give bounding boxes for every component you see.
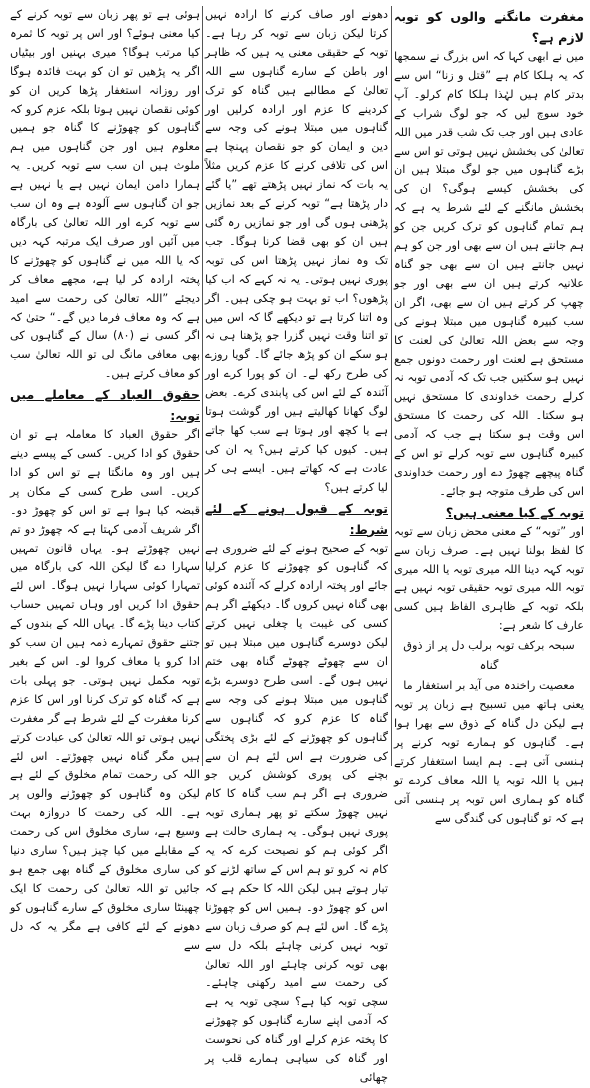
section-heading: حقوق العباد کے معاملے میں توبہ: [10, 387, 200, 424]
column-divider [202, 6, 203, 766]
paragraph: اور ”توبہ“ کے معنی محض زبان سے توبہ کا لفظ بولنا نہیں ہے۔ صرف زبان سے توبہ کہہ دینا اللہ میری توبہ یا اللہ میری توبہ اللہ میری توبہ حقیقی توبہ نہیں ہے بلکہ توبہ کے ظاہری الفاظ ہیں کسی عارف کا شعر ہے: [394, 524, 584, 633]
persian-couplet [394, 636, 584, 696]
paragraph: یعنی ہاتھ میں تسبیح ہے زبان پر توبہ ہے لیکن دل گناہ کے ذوق سے بھرا ہوا ہے۔ گناہوں کو ہمارے توبہ کرنے پر ہنسی آتی ہے۔ ہم ایسا استغفار کرتے ہیں یا اللہ توبہ یا اللہ معاف کردے تو گناہ کو ہماری اس توبہ پر ہنسی آتی ہے کہ تو گناہوں کی گندگی سے [394, 698, 584, 825]
section-heading: توبہ کے قبول ہونے کے لئے شرط: [205, 500, 388, 537]
paragraph: دھونے اور صاف کرنے کا ارادہ نہیں کرتا لیکن زبان سے توبہ کر رہا ہے۔ توبہ کے حقیقی معنی یہ ہیں کہ ظاہر اور باطن کے سارے گناہوں سے اللہ تعالیٰ کے مطالبے ہیں گناہ کو ترک کردینے کا عزم اور ارادہ کرلیں اور گناہوں میں مبتلا ہونے کی وجہ سے دین و ایمان کو جو نقصان پہنچا ہے اس کی تلافی کرنے کا عزم کریں مثلاً یہ بات کہ نماز نہیں پڑھتے تھے ”یا گئے دار پڑھتا ہے“ توبہ کرنے کے بعد نمازیں پڑھنی ہوں گی اور جو نمازیں رہ گئی ہیں ان کو بھی قضا کرنا ہوگا۔ جب تک وہ نماز نہیں پڑھتا اس کی توبہ پوری نہیں ہوتی۔ یہ نہ کہے کہ اب کیا پڑھوں؟ اب تو بہت ہو چکی ہیں۔ اگر وہ اتنا کرتا ہے تو دیکھے گا کہ اس میں تو اتنا وقت نہیں گزرا جو پڑھنا ہی نہ ہو سکے ان کو پڑھ جائے گا۔ گویا روزے کی طرح رکھ لے۔ ان کو پورا کرے اور آئندہ کے لئے اس کی پابندی کرے۔ بعض لوگ کھانا کھالیتے ہیں اور گوشت ہوتا ہے یا کچھ اور ہوتا ہے سب کھا جاتے ہیں۔ کیوں کیا کرتے ہیں؟ یہ ان کی عادت ہے کہ کھاتے ہیں۔ ایسے ہی کر لیا کرتے ہیں؟ [205, 8, 388, 494]
paragraph: توبہ کے صحیح ہونے کے لئے ضروری ہے کہ گناہوں کو چھوڑنے کا عزم کرلیا جائے اور پختہ ارادہ کرلے کہ آئندہ کوئی بھی گناہ نہیں کروں گا۔ دیکھئے اگر ہم کسی کی غیبت یا چغلی نہیں کرتے لیکن دوسرے گناہوں میں مبتلا ہیں تو ان سے چھوٹے چھوٹے گناہ بھی ختم نہیں ہوں گے۔ اسی طرح دوسرے بڑے گناہوں میں مبتلا ہونے کی وجہ سے گناہ کا عزم کرو کہ گناہوں سے گناہوں کو چھوڑنے کے لئے بڑی پختگی کی ضرورت ہے اس لئے ہم ان سے بچنے کی پوری کوشش کریں جو ضروری ہے اگر ہم سب گناہ کا کام نہیں چھوڑ سکتے تو پھر ہماری توبہ پوری نہیں ہوگی۔ یہ ہماری حالت ہے اگر کوئی ہم کو نصیحت کرے کہ یہ کام نہ کرو تو ہم اس کے ساتھ لڑنے کو تیار ہوتے ہیں لیکن اللہ کا حکم ہے کہ اس کو چھوڑ دو۔ ہمیں اس کو چھوڑنا پڑے گا۔ اس لئے ہم کو صرف زبان سے توبہ نہیں کرنی چاہئے بلکہ دل سے بھی توبہ کرنی چاہئے اور اللہ تعالیٰ کی رحمت سے امید رکھنی چاہئے۔ سچی توبہ کیا ہے؟ سچی توبہ یہ ہے کہ آدمی اپنے سارے گناہوں کو چھوڑنے کا پختہ عزم کرلے اور گناہ کی نحوست اور گناہ کی سیاہی ہمارے قلب پر چھائی [205, 541, 388, 1084]
couplet-line: معصیت راخندہ می آید بر استغفار ما [403, 679, 575, 693]
paragraph: میں نے ابھی کہا کہ اس بزرگ نے سمجھا کہ یہ ہلکا کام ہے ”قتل و زنا“ اس سے بدتر کام ہیں لہٰذا ہلکا کام کرلو۔ آپ خود سوچ لیں کہ جو لوگ شراب کے عادی ہیں اور جب تک شب قدر میں اللہ تعالیٰ کی بخشش نہیں ہوتی تو اس سے بڑے گناہوں میں جو لوگ مبتلا ہیں ان کی بخشش کیسے ہوگی؟ ان کی بخشش مانگنے کے لئے شرط یہ ہے کہ ہم تمام گناہوں کو ترک کریں جن کو ہم جانتے ہیں ان سے بھی اور جن کو ہم نہیں جانتے ہیں ان سے بھی جو گناہ علانیہ کرتے ہیں ان سے بھی اور جو چھپ کر کرتے ہیں ان سے بھی، اگر ان سب کبیرہ گناہوں میں مبتلا ہونے کی وجہ سے بعض اللہ تعالیٰ کی لعنت کا مستحق ہے لعنت اور رحمت دونوں جمع نہیں ہو سکتیں جب تک کہ آدمی توبہ نہ کرلے رحمت خداوندی کا مستحق نہیں ہو سکتا۔ اللہ کی رحمت کا مستحق اس وقت ہو سکتا ہے جب کہ آدمی کبیرہ گناہوں سے توبہ کرلے تو اس کے گناہ پیچھے چھوڑ دے اور رحمت خداوندی اس کی طرف متوجہ ہو جائے۔ [394, 50, 584, 498]
column-left [10, 6, 200, 952]
column-divider [391, 6, 392, 766]
couplet-line: سبحہ برکف توبہ برلب دل پر از ذوق گناہ [403, 639, 575, 673]
section-heading: توبہ کے کیا معنی ہیں؟ [445, 504, 584, 520]
column-middle [205, 6, 388, 1084]
paragraph: اگر حقوق العباد کا معاملہ ہے تو ان حقوق کو ادا کریں۔ کسی کے پیسے دینے ہیں اور وہ مانگتا ہے تو اس کو ادا کریں۔ اسی طرح کسی کے مکان پر قبضہ کیا ہوا ہے تو اس کو چھوڑ دو۔ اگر شریف آدمی کہتا ہے کہ چھوڑ دو تم نہیں چھوڑتے ہو۔ یہاں قانون تمہیں سہارا دے گا لیکن اللہ کی بارگاہ میں تمہارا کوئی سہارا نہیں ہوگا۔ اس لئے حقوق ادا کریں اور وہاں تمہیں حساب کتاب دینا پڑے گا۔ یہاں اللہ کے بندوں کے جتنے حقوق تمہارے ذمہ ہیں ان سب کو ادا کرو یا معاف کروا لو۔ اس کے بغیر توبہ مکمل نہیں ہوتی۔ جو پہلی بات ہے کہ گناہ کو ترک کرنا اور اس کا عزم کرنا مغفرت کے لئے شرط ہے گر مغفرت نہیں ہوتی تو اللہ تعالیٰ کی عبادت کرتے ہیں مگر گناہ نہیں چھوڑتے۔ اس لئے اللہ کی رحمت تمام مخلوق کے لئے ہے لیکن وہ گناہوں کو چھوڑنے والوں پر ہے۔ اللہ کی رحمت کا دروازہ بہت وسیع ہے، ساری مخلوق اس کی رحمت کے مقابلے میں کیا چیز ہیں؟ ساری دنیا کی ساری مخلوق کے گناہ بھی جمع ہو جائیں تو اللہ تعالیٰ کی رحمت کا ایک چھینٹا ساری مخلوق کے سارے گناہوں کو دھونے کے لئے کافی ہے مگر یہ کہ دل سے [10, 428, 200, 952]
paragraph: ہوئی ہے تو پھر زبان سے توبہ کرنے کے کیا معنی ہوئے؟ اور اس پر توبہ کا ثمرہ کیا مرتب ہوگا؟ میری بہنیں اور بیٹیاں اگر یہ پڑھیں تو ان کو بہت فائدہ ہوگا اور روزانہ استغفار پڑھا کریں ان کو کوئی نقصان نہیں ہوتا بلکہ عزم کرو کہ گناہوں کو چھوڑنے کا گناہ جو ہمیں معلوم ہیں اور جن گناہوں میں ہم ملوث ہیں ان سب سے توبہ کریں۔ یہ ہمارا دامن ایمان نہیں ہے یا نہیں ہے جو ان گناہوں سے آلودہ ہے وہ ان سب سے توبہ کرے اور اللہ تعالیٰ کی بارگاہ میں آئیں اور صرف ایک مرتبہ کہہ دیں کہ یا اللہ میں نے گناہوں کو چھوڑنے کا پختہ ارادہ کر لیا ہے، مجھے معاف کر دیجئے ”اللہ تعالیٰ کی رحمت سے امید ہے کہ وہ معاف فرما دیں گے۔“ حتیٰ کہ اگر کسی نے (۸۰) سال کے گناہوں کی بھی معافی مانگ لی تو اللہ تعالیٰ سب کو معاف کرتے ہیں۔ [10, 8, 200, 381]
section-heading: مغفرت مانگنے والوں کو توبہ لازم ہے؟ [394, 9, 584, 45]
column-right [394, 6, 584, 825]
